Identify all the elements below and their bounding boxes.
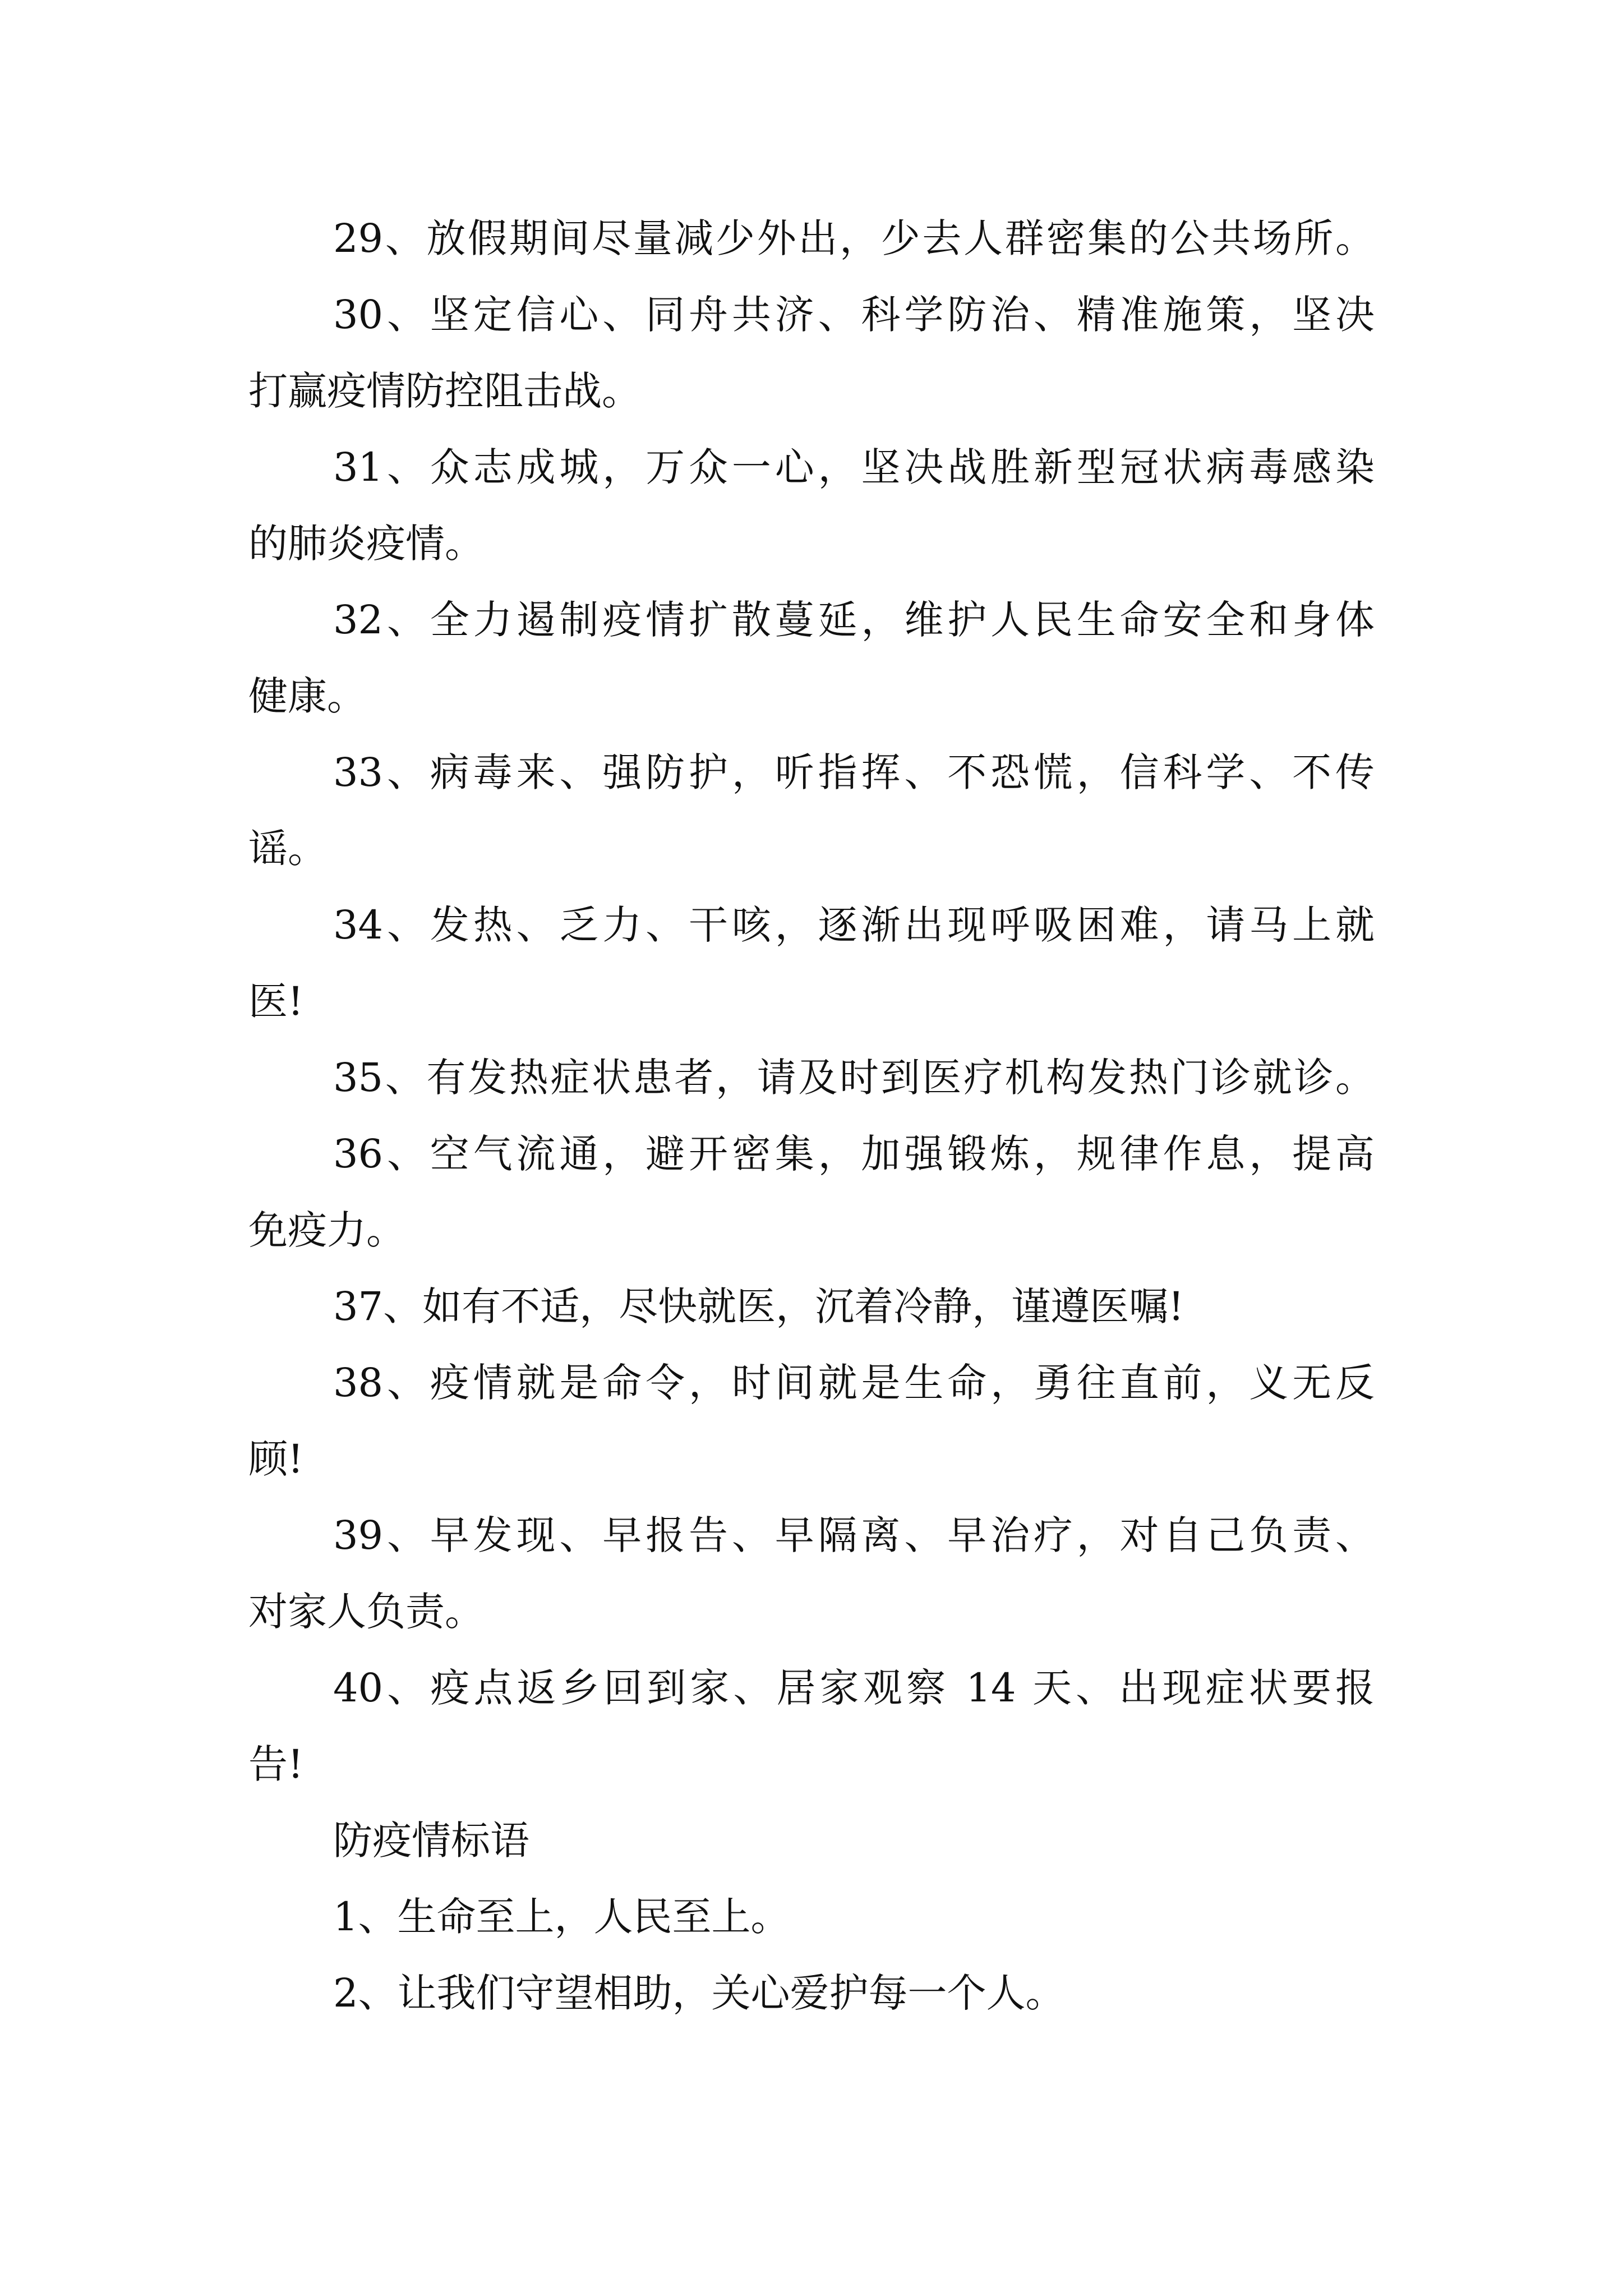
text-line: 告! [248, 1741, 304, 1787]
text-line: 的肺炎疫情。 [248, 521, 484, 567]
text-line: 2、让我们守望相助，关心爱护每一个人。 [333, 1970, 1065, 2016]
text-line: 免疫力。 [248, 1207, 405, 1253]
list-item [248, 887, 1375, 1039]
text-line: 37、如有不适，尽快就医，沉着冷静，谨遵医嘱! [333, 1283, 1184, 1329]
text-line: 打赢疫情防控阻击战。 [248, 368, 641, 414]
list-item [248, 1650, 1375, 1802]
text-line: 医! [248, 978, 304, 1024]
slogan-item [248, 1955, 1375, 2031]
list-item [248, 1039, 1375, 1116]
text-line: 31、众志成城，万众一心，坚决战胜新型冠状病毒感染 [333, 444, 1375, 490]
text-line: 39、早发现、早报告、早隔离、早治疗，对自己负责、 [333, 1512, 1375, 1558]
text-line: 38、疫情就是命令，时间就是生命，勇往直前，义无反 [333, 1360, 1375, 1406]
text-line: 34、发热、乏力、干咳，逐渐出现呼吸困难，请马上就 [333, 902, 1375, 948]
text-line: 30、坚定信心、同舟共济、科学防治、精准施策，坚决 [333, 292, 1375, 338]
text-line: 35、有发热症状患者，请及时到医疗机构发热门诊就诊。 [333, 1055, 1375, 1101]
list-item [248, 1497, 1375, 1650]
list-item [248, 1116, 1375, 1268]
list-item [248, 277, 1375, 429]
slogan-item [248, 1879, 1375, 1955]
text-line: 谣。 [248, 826, 327, 872]
section-heading-text: 防疫情标语 [333, 1818, 529, 1864]
text-line: 1、生命至上，人民至上。 [333, 1894, 790, 1940]
text-line: 29、放假期间尽量减少外出，少去人群密集的公共场所。 [333, 215, 1375, 261]
text-line: 36、空气流通，避开密集，加强锻炼，规律作息，提高 [333, 1131, 1375, 1177]
list-item [248, 1345, 1375, 1497]
list-item [248, 200, 1375, 277]
text-line: 健康。 [248, 673, 366, 719]
document-body [248, 200, 1375, 2031]
list-item [248, 582, 1375, 734]
list-item [248, 1268, 1375, 1345]
text-line: 顾! [248, 1436, 304, 1482]
text-line: 33、病毒来、强防护，听指挥、不恐慌，信科学、不传 [333, 749, 1375, 795]
text-line: 对家人负责。 [248, 1589, 484, 1635]
list-item [248, 734, 1375, 887]
section-heading [248, 1802, 1375, 1879]
text-line: 32、全力遏制疫情扩散蔓延，维护人民生命安全和身体 [333, 597, 1375, 643]
text-line: 40、疫点返乡回到家、居家观察 14 天、出现症状要报 [333, 1665, 1375, 1711]
list-item [248, 429, 1375, 582]
